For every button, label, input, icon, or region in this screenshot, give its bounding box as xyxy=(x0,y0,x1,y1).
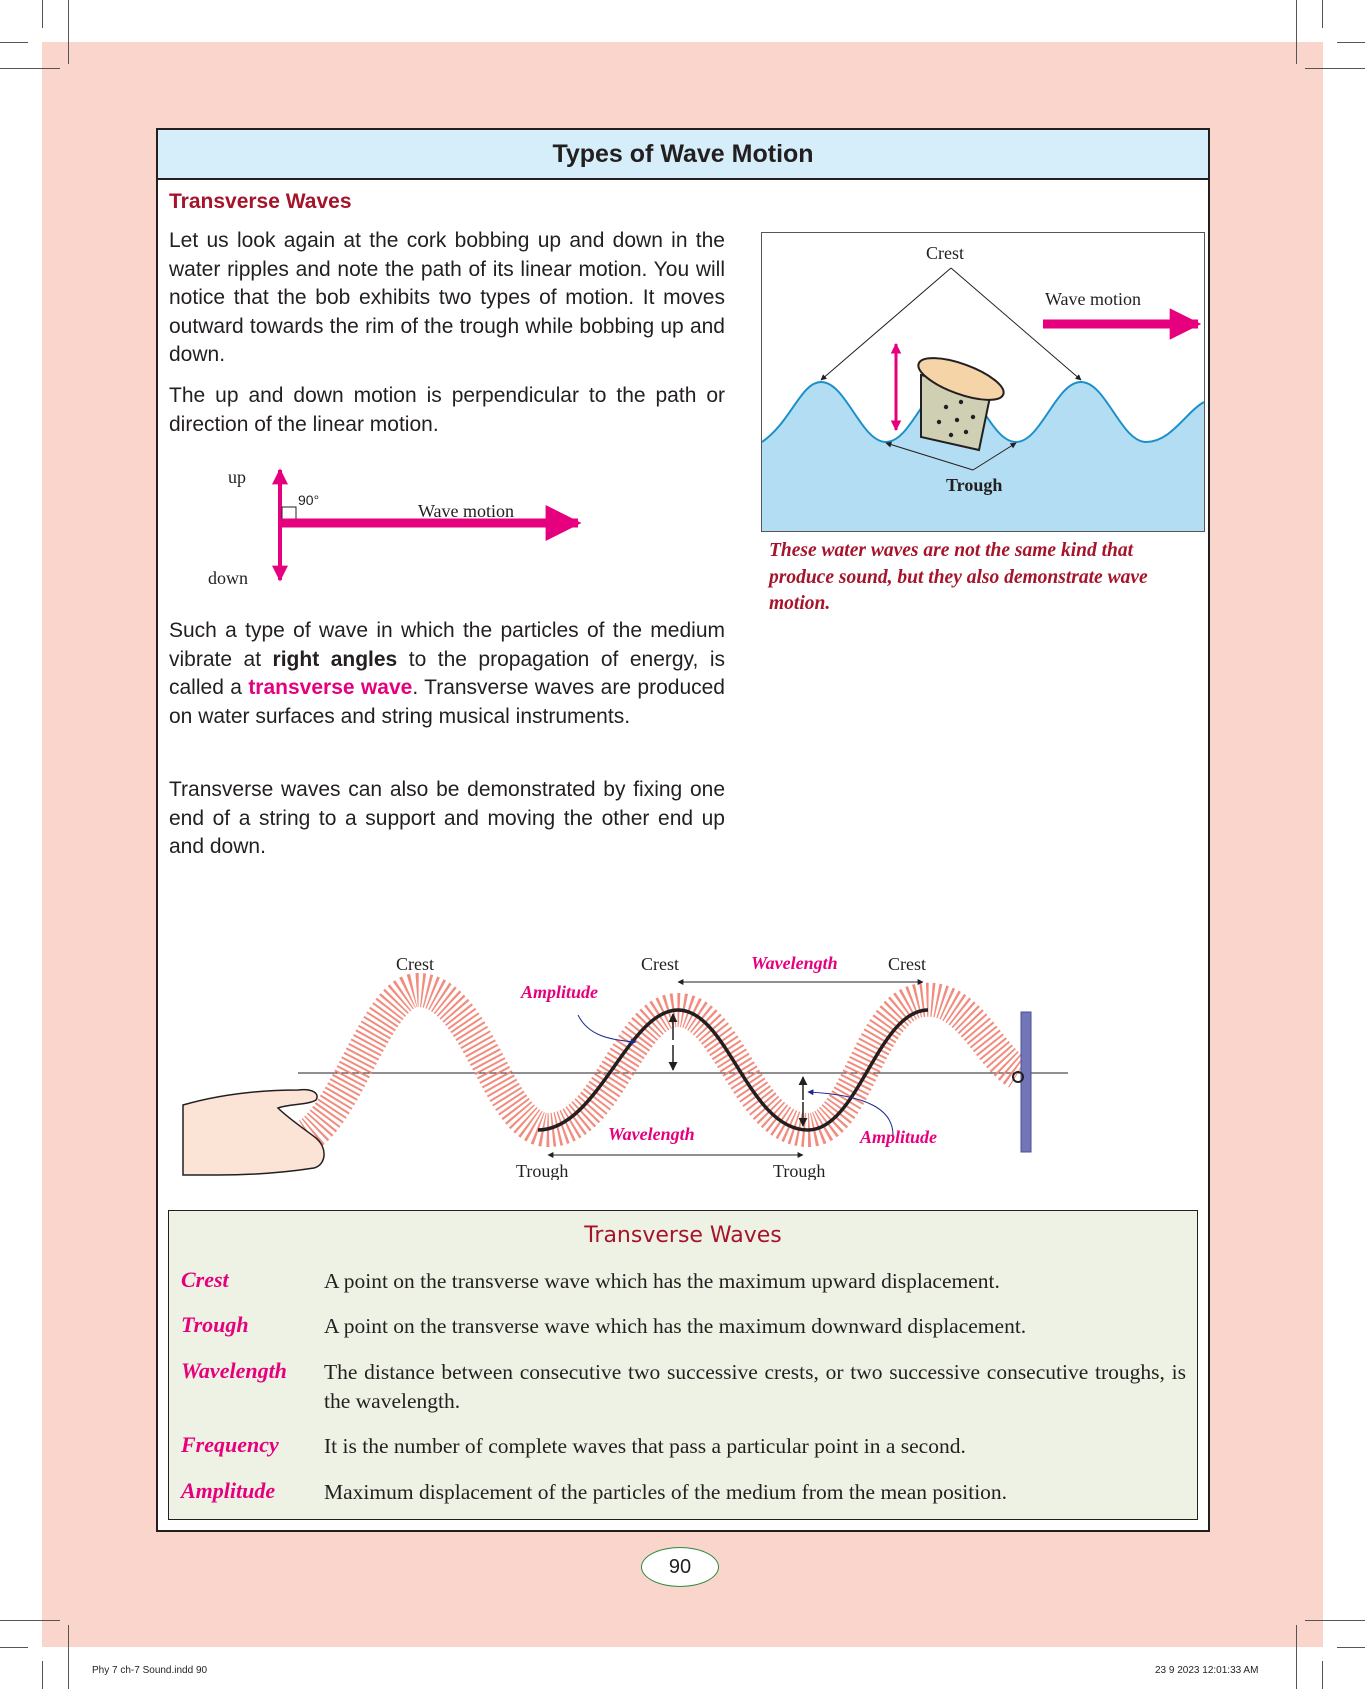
term-amplitude: Amplitude xyxy=(181,1478,276,1503)
definitions-table xyxy=(168,1210,1198,1520)
crop-mark xyxy=(1337,42,1365,43)
crop-mark xyxy=(68,0,69,64)
down-label: down xyxy=(208,568,248,588)
crop-mark xyxy=(42,0,43,28)
crop-mark xyxy=(1305,68,1365,69)
definition-wavelength: The distance between consecutive two successive crests, or two successive consecutive troughs, is the wavelength. xyxy=(324,1360,1186,1413)
amplitude-label: Amplitude xyxy=(860,1127,938,1147)
table-title: Transverse Waves xyxy=(584,1223,782,1248)
page-title: Types of Wave Motion xyxy=(158,130,1208,180)
crop-mark xyxy=(1337,1647,1365,1648)
spring-coil xyxy=(308,990,1018,1135)
crop-mark xyxy=(0,1647,28,1648)
crop-mark xyxy=(1322,1661,1323,1689)
up-label: up xyxy=(228,467,246,487)
paragraph-cork: Let us look again at the cork bobbing up and down in the water ripples and note the path of its linear motion. You will notice that the bob exhibits two types of motion. It moves outward towards the rim of the trough while bobbing up and down. xyxy=(169,229,725,366)
hand xyxy=(183,1090,324,1175)
cork-diagram xyxy=(761,232,1205,532)
definition-crest: A point on the transverse wave which has the maximum upward displacement. xyxy=(324,1269,1000,1293)
wave-motion-label: Wave motion xyxy=(418,501,515,521)
trough-label: Trough xyxy=(516,1161,569,1180)
crop-mark xyxy=(0,68,60,69)
paragraph-perpendicular: The up and down motion is perpendicular to the path or direction of the linear motion. xyxy=(169,384,725,436)
amplitude-label: Amplitude xyxy=(521,982,599,1002)
term-frequency: Frequency xyxy=(181,1432,279,1457)
wave-motion-label: Wave motion xyxy=(1045,289,1142,309)
crop-mark xyxy=(1305,1620,1365,1621)
trough-label: Trough xyxy=(773,1161,826,1180)
definition-trough: A point on the transverse wave which has the maximum downward displacement. xyxy=(324,1314,1027,1338)
term-wavelength: Wavelength xyxy=(181,1358,287,1383)
trough-label: Trough xyxy=(946,475,1003,495)
wavelength-label: Wavelength xyxy=(751,953,838,973)
cork-caption: These water waves are not the same kind that produce sound, but they also demonstrate wave motion. xyxy=(769,540,1148,614)
crest-label: Crest xyxy=(926,243,964,263)
definition-frequency: It is the number of complete waves that pass a particular point in a second. xyxy=(324,1434,966,1458)
crop-mark xyxy=(1296,0,1297,64)
direction-diagram xyxy=(198,460,618,590)
content-panel xyxy=(156,128,1210,1532)
page-number: 90 xyxy=(641,1547,719,1587)
angle-label: 90° xyxy=(298,492,320,508)
section-subheading: Transverse Waves xyxy=(169,190,352,213)
crop-mark xyxy=(0,42,28,43)
term-trough: Trough xyxy=(181,1312,249,1337)
crest-label: Crest xyxy=(888,954,926,974)
crop-mark xyxy=(68,1625,69,1689)
definition-amplitude: Maximum displacement of the particles of the medium from the mean position. xyxy=(324,1480,1008,1504)
wavelength-label: Wavelength xyxy=(608,1124,695,1144)
wall-support xyxy=(1021,1012,1031,1152)
crop-mark xyxy=(1322,0,1323,28)
crop-mark xyxy=(0,1620,60,1621)
slug-file-info: Phy 7 ch-7 Sound.indd 90 xyxy=(92,1665,208,1676)
crop-mark xyxy=(42,1661,43,1689)
crest-label: Crest xyxy=(641,954,679,974)
crest-label: Crest xyxy=(396,954,434,974)
slug-timestamp: 23 9 2023 12:01:33 AM xyxy=(1155,1665,1259,1676)
paragraph-string-demo: Transverse waves can also be demonstrated by fixing one end of a string to a support and moving the other end up and down. xyxy=(169,778,725,858)
string-wave-diagram xyxy=(178,890,1188,1180)
term-crest: Crest xyxy=(181,1267,229,1292)
paragraph-transverse-definition: Such a type of wave in which the particles of the medium vibrate at right angles to the propagation of energy, is called a transverse wave. Transverse waves are produced on water surfaces and string musical instruments. xyxy=(169,619,725,728)
crop-mark xyxy=(1296,1625,1297,1689)
